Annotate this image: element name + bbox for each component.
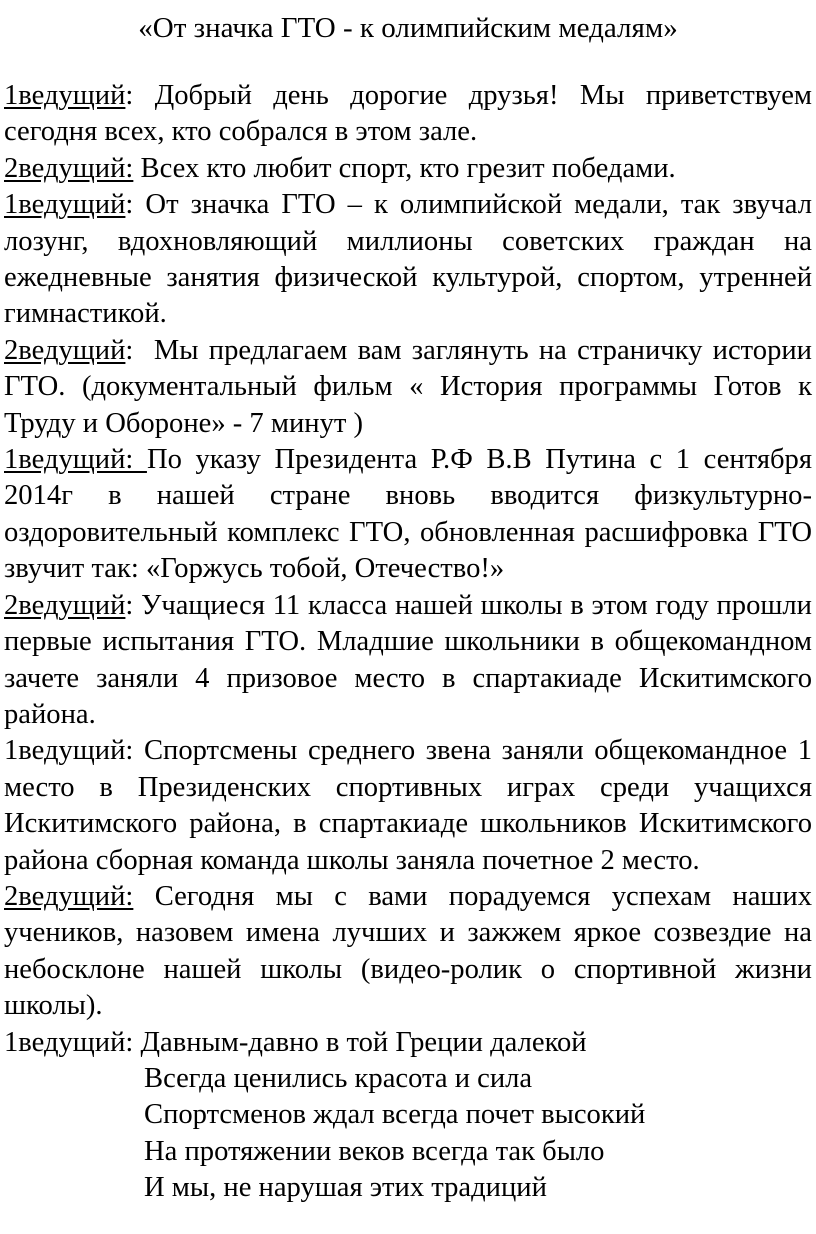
- speaker-label: 1ведущий:: [4, 444, 147, 476]
- paragraph-1: [4, 78, 812, 151]
- poem-line: Спортсменов ждал всегда почет высокий: [144, 1099, 646, 1131]
- paragraph-text: Учащиеся 11 класса нашей школы в этом году прошли первые испытания ГТО. Младшие школьники в общекомандном зачете заняли 4 призовое место в спартакиаде Искитимского района.: [4, 589, 812, 730]
- speaker-label: 1ведущий: [4, 80, 126, 111]
- speaker-label: 1ведущий:: [4, 735, 134, 767]
- speaker-label: 1ведущий:: [4, 1026, 134, 1058]
- paragraph-2: [4, 151, 812, 187]
- speaker-separator: :: [125, 589, 142, 621]
- page-title: «От значка ГТО - к олимпийским медалям»: [138, 12, 678, 44]
- paragraph-4: [4, 333, 812, 442]
- paragraph-text: От значка ГТО – к олимпийской медали, так звучал лозунг, вдохновляющий миллионы советских граждан на ежедневные занятия физической культурой, спортом, утренней гимнастикой.: [4, 189, 813, 330]
- paragraph-3: [4, 187, 812, 333]
- poem-intro: [4, 1025, 812, 1061]
- speaker-separator: :: [125, 80, 155, 111]
- speaker-label: 2ведущий: [4, 589, 126, 621]
- paragraph-8: [4, 879, 812, 1025]
- poem-line: И мы, не нарушая этих традиций: [144, 1172, 547, 1204]
- paragraph-5: [4, 442, 812, 588]
- paragraph-6: [4, 588, 812, 734]
- paragraph-text: Добрый день дорогие друзья! Мы приветствуем сегодня всех, кто собрался в этом зале.: [4, 80, 813, 148]
- paragraph-text: Мы предлагаем вам заглянуть на страничку истории ГТО. (документальный фильм « История программы Готов к Труду и Обороне» - 7 минут ): [4, 334, 812, 439]
- poem-line: Всегда ценились красота и сила: [144, 1062, 533, 1094]
- speaker-label: 1ведущий: [4, 189, 126, 221]
- speaker-separator: :: [125, 189, 146, 221]
- poem-first-line: Давным-давно в той Греции далекой: [140, 1026, 587, 1058]
- paragraph-text: По указу Президента Р.Ф В.В Путина с 1 сентября 2014г в нашей стране вновь вводится физкультурно-оздоровительный комплекс ГТО, обновленная расшифровка ГТО звучит так: «Горжусь тобой, Отечество!»: [4, 444, 812, 585]
- speaker-separator: [133, 735, 144, 766]
- paragraph-text: Сегодня мы с вами порадуемся успехам наших учеников, назовем имена лучших и зажжем яркое созвездие на небосклоне нашей школы (видео-ролик о спортивной жизни школы).: [4, 880, 812, 1022]
- speaker-label: 2ведущий:: [4, 880, 134, 912]
- paragraph-text: Спортсмены среднего звена заняли общекомандное 1 место в Президенских спортивных играх среди учащихся Искитимского района, в спартакиаде школьников Искитимского района сборная команда школы заняла почетное 2 место.: [4, 735, 812, 876]
- paragraph-7: [4, 733, 812, 879]
- speaker-separator: [133, 881, 154, 912]
- paragraph-text: Всех кто любит спорт, кто грезит победами.: [140, 152, 676, 184]
- speaker-separator: :: [125, 334, 154, 366]
- speaker-separator: [133, 153, 140, 184]
- speaker-label: 2ведущий:: [4, 152, 134, 184]
- speaker-label: 2ведущий: [4, 334, 126, 366]
- poem-line: На протяжении веков всегда так было: [144, 1135, 605, 1167]
